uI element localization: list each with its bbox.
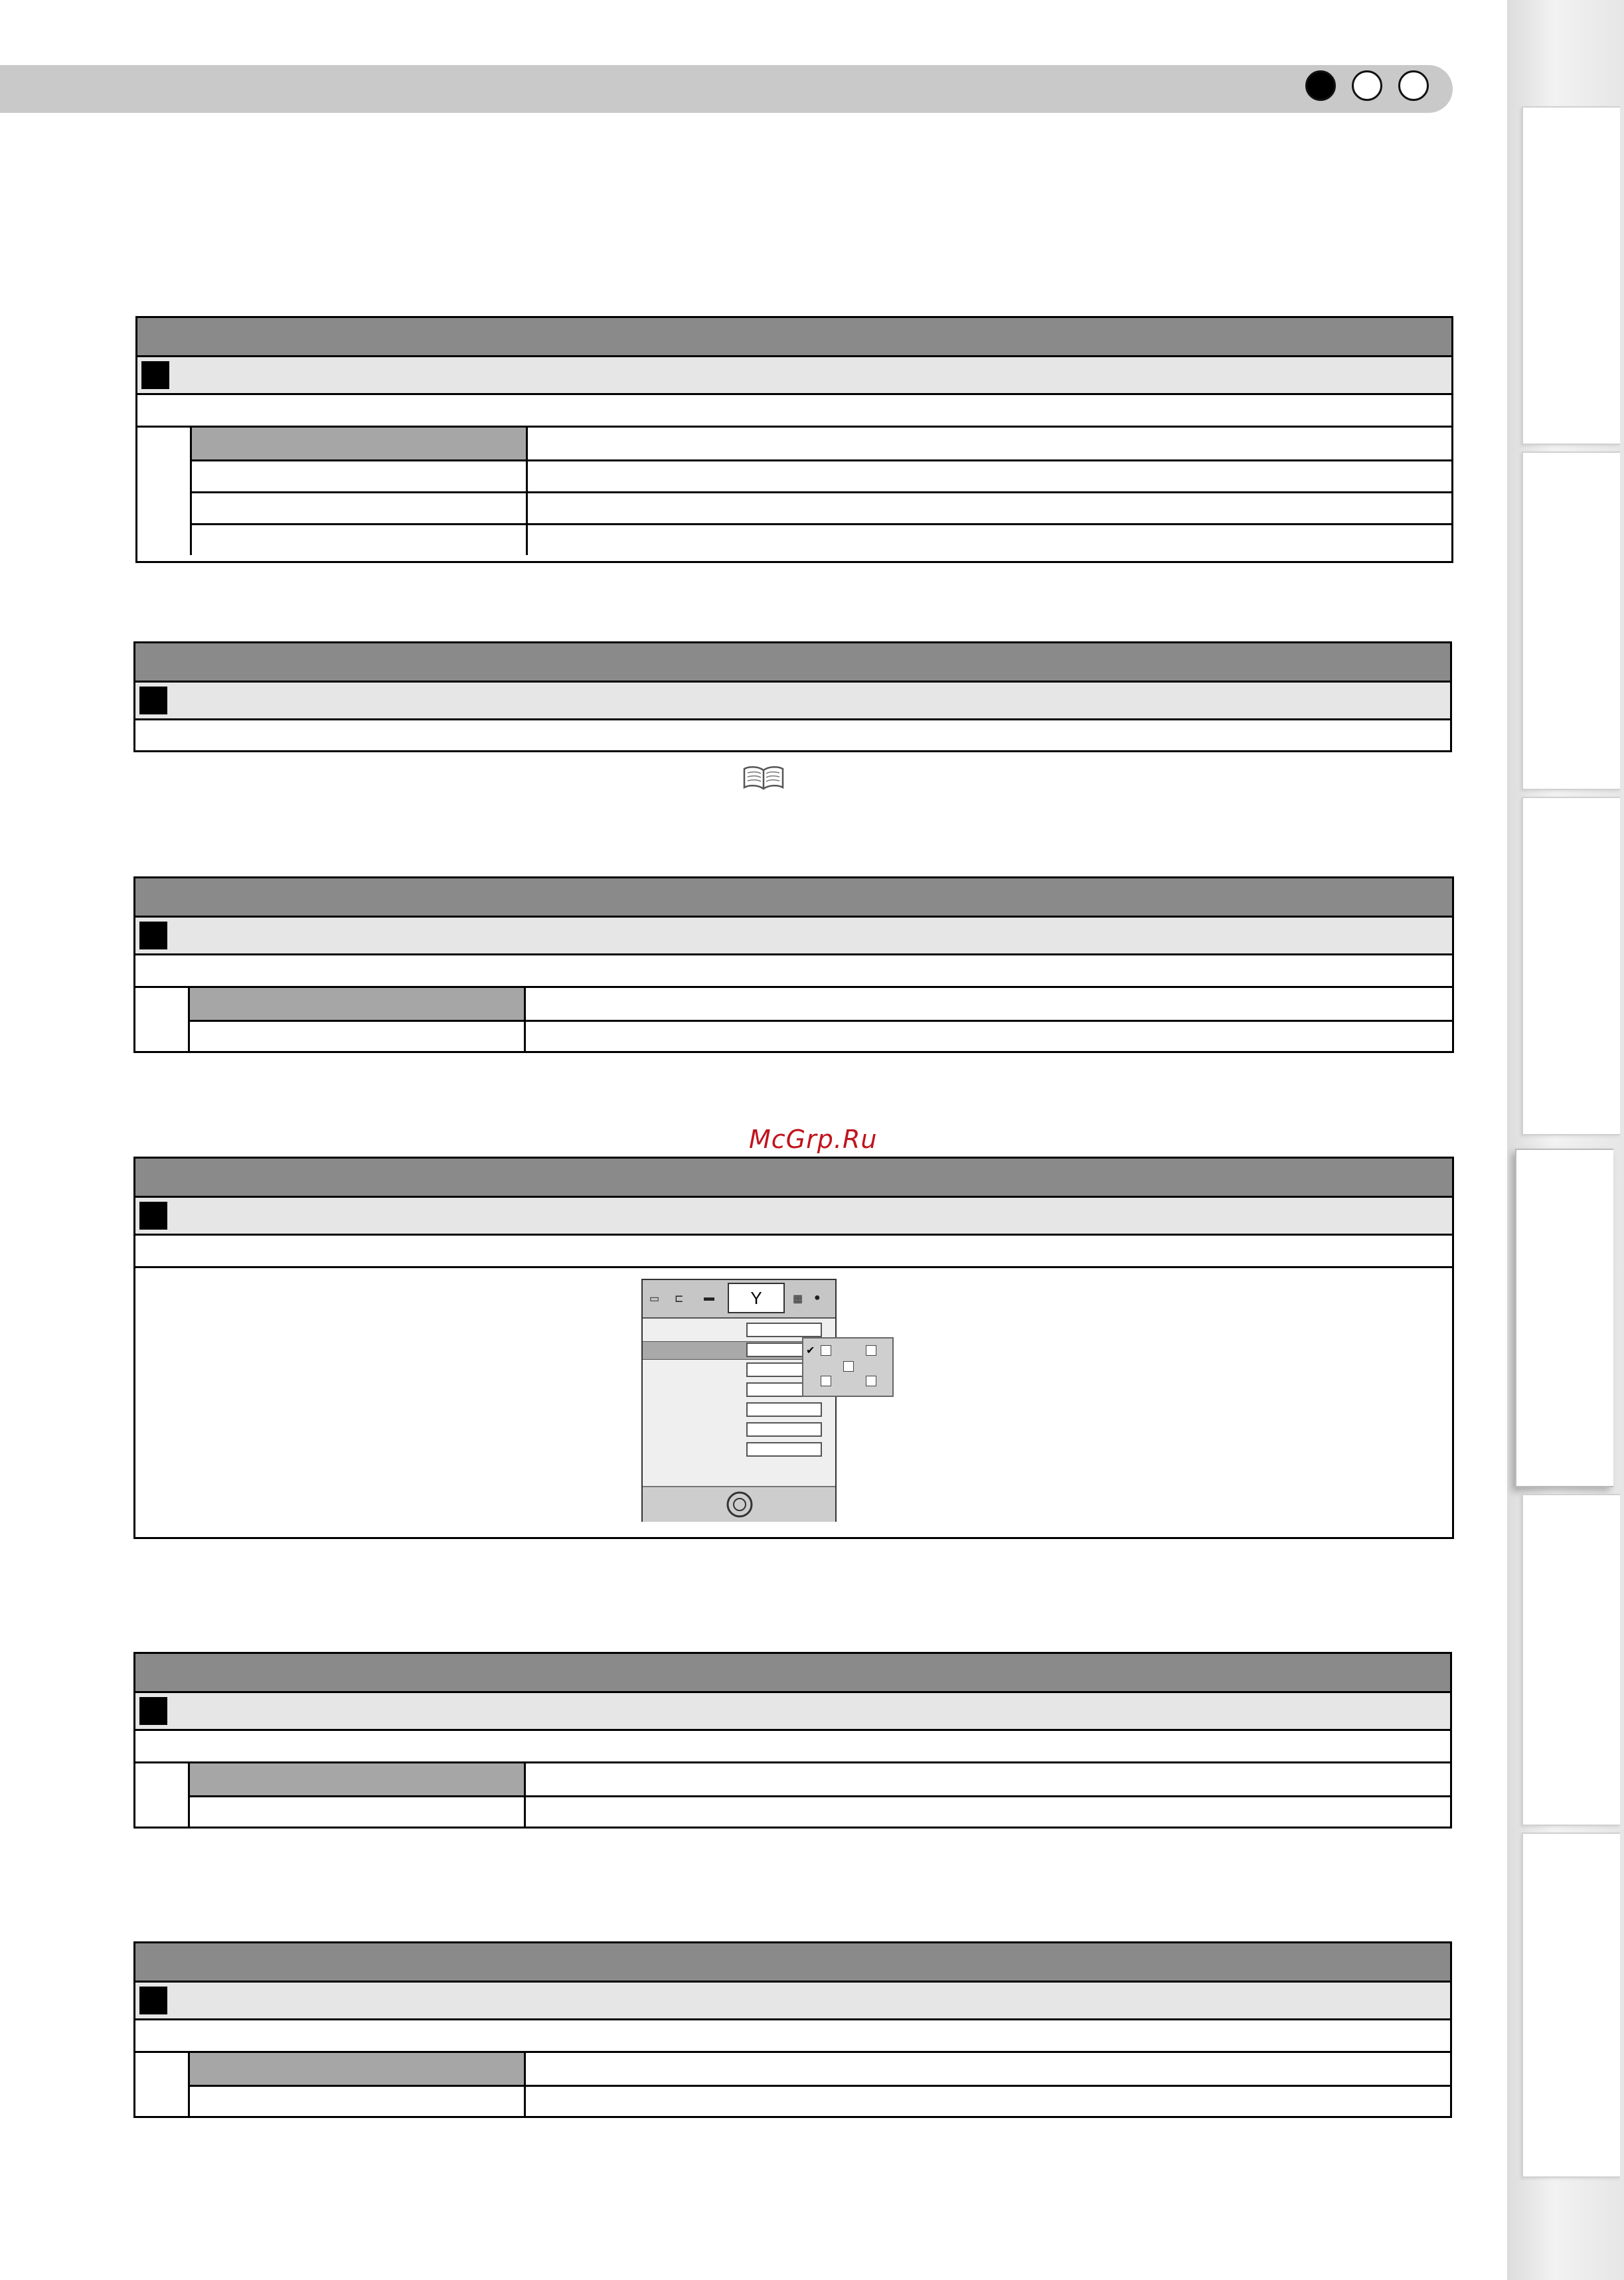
osd-menu-screenshot <box>641 1279 837 1522</box>
table-subheader <box>137 357 1451 395</box>
side-tab-4-active[interactable] <box>1515 1149 1613 1487</box>
item-marker <box>139 1987 167 2014</box>
wrench-icon: Y <box>728 1283 785 1313</box>
table-header <box>135 1943 1450 1983</box>
table-row <box>192 523 1451 555</box>
table-subheader <box>135 1198 1452 1236</box>
page-header-bar <box>0 65 1453 113</box>
navigation-wheel-icon <box>725 1490 756 1519</box>
side-tab-1[interactable] <box>1522 106 1620 445</box>
table-description <box>135 720 1450 751</box>
menu-value-box <box>746 1442 822 1457</box>
page-indicator-dot-1 <box>1305 70 1336 101</box>
table-row <box>190 2085 1450 2117</box>
position-bottom-right[interactable] <box>866 1376 876 1386</box>
info-icon: ● <box>814 1292 821 1303</box>
screen-icon: ▬ <box>704 1292 714 1303</box>
input-icon: ▭ <box>649 1293 660 1305</box>
table-description <box>135 955 1452 988</box>
position-popup <box>802 1337 894 1397</box>
item-marker <box>139 922 167 949</box>
side-tab-5[interactable] <box>1522 1494 1620 1826</box>
table-subheader <box>135 918 1452 955</box>
table-header <box>135 1654 1450 1693</box>
table-header <box>135 643 1450 683</box>
menu-icon-bar <box>643 1280 835 1319</box>
table-row <box>190 1763 1450 1795</box>
table-header <box>135 1159 1452 1198</box>
table-subheader <box>135 1693 1450 1731</box>
item-marker <box>141 361 169 389</box>
position-top-left[interactable] <box>821 1345 831 1356</box>
table-row <box>192 459 1451 491</box>
menu-value-box <box>746 1422 822 1437</box>
check-icon: ✔ <box>806 1345 815 1356</box>
watermark-text: McGrp.Ru <box>749 1125 878 1154</box>
table-description <box>135 2020 1450 2053</box>
option-area <box>135 988 1452 1052</box>
item-marker <box>139 687 167 714</box>
position-center[interactable] <box>843 1361 854 1372</box>
table-header <box>135 878 1452 918</box>
table-row <box>192 491 1451 523</box>
side-tab-6[interactable] <box>1522 1832 1620 2178</box>
side-tab-3[interactable] <box>1522 797 1620 1135</box>
settings-table-2 <box>133 641 1452 752</box>
table-header <box>137 318 1451 357</box>
table-row <box>190 1795 1450 1827</box>
settings-table-1 <box>135 316 1453 563</box>
position-bottom-left[interactable] <box>821 1376 831 1386</box>
item-marker <box>139 1697 167 1725</box>
option-area <box>135 2053 1450 2117</box>
table-description <box>135 1731 1450 1763</box>
position-top-right[interactable] <box>866 1345 876 1356</box>
item-marker <box>139 1202 167 1230</box>
table-subheader <box>135 1983 1450 2020</box>
table-row <box>190 988 1452 1020</box>
settings-table-6 <box>133 1941 1452 2118</box>
option-area <box>135 1763 1450 1827</box>
plug-icon: ⊏ <box>675 1293 684 1305</box>
option-area <box>137 428 1451 555</box>
settings-table-5 <box>133 1652 1452 1829</box>
page-indicator-dot-2 <box>1352 70 1382 101</box>
table-row <box>190 2053 1450 2085</box>
menu-value-box <box>746 1323 822 1337</box>
menu-footer <box>643 1486 835 1522</box>
menu-value-box <box>746 1402 822 1417</box>
book-icon <box>742 765 785 790</box>
table-description <box>135 1236 1452 1268</box>
table-subheader <box>135 683 1450 720</box>
settings-table-3 <box>133 876 1454 1053</box>
page-indicator-dot-3 <box>1398 70 1429 101</box>
table-row <box>190 1020 1452 1052</box>
picture-mode-icon: ▦ <box>793 1293 803 1305</box>
table-description <box>137 395 1451 428</box>
side-tab-2[interactable] <box>1522 451 1620 790</box>
table-row <box>192 428 1451 459</box>
